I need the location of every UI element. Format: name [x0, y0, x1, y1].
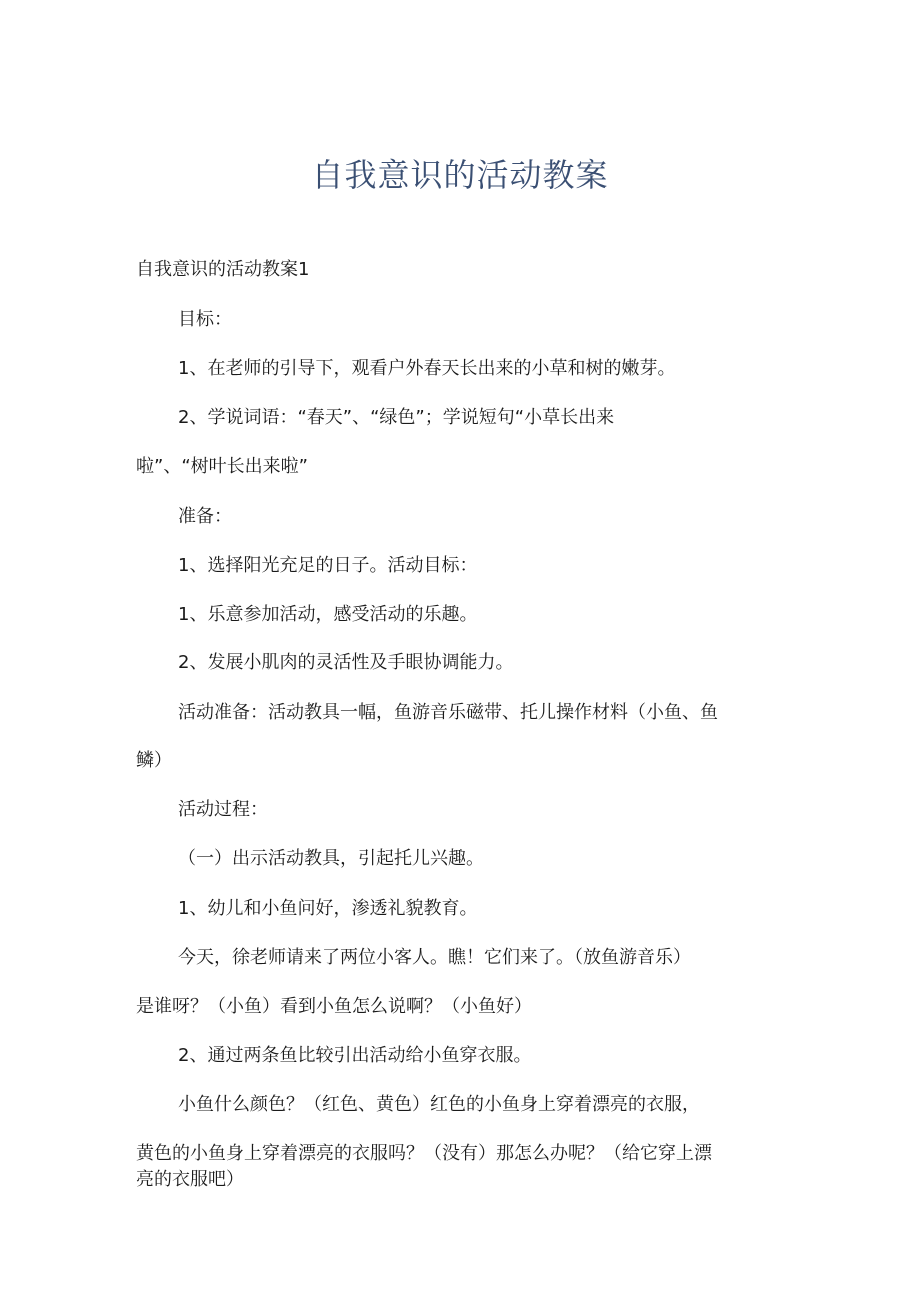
- paragraph-line: 1、乐意参加活动，感受活动的乐趣。: [178, 604, 478, 625]
- paragraph-line: 1、幼儿和小鱼问好，渗透礼貌教育。: [178, 898, 478, 919]
- paragraph-line: 啦”、“树叶长出来啦”: [136, 456, 308, 477]
- paragraph-line: 今天，徐老师请来了两位小客人。瞧！它们来了。（放鱼游音乐）: [178, 947, 691, 968]
- paragraph-line: 是谁呀？（小鱼）看到小鱼怎么说啊？（小鱼好）: [136, 996, 532, 1017]
- paragraph-line: 亮的衣服吧）: [136, 1169, 244, 1190]
- paragraph-line: 黄色的小鱼身上穿着漂亮的衣服吗？（没有）那怎么办呢？（给它穿上漂: [136, 1143, 712, 1164]
- section-heading: 自我意识的活动教案1: [136, 259, 310, 280]
- paragraph-line: 2、学说词语：“春天”、“绿色”；学说短句“小草长出来: [178, 407, 615, 428]
- paragraph-line: 2、通过两条鱼比较引出活动给小鱼穿衣服。: [178, 1045, 532, 1066]
- paragraph-line: 小鱼什么颜色？（红色、黄色）红色的小鱼身上穿着漂亮的衣服，: [178, 1094, 700, 1115]
- paragraph-line: （一）出示活动教具，引起托儿兴趣。: [178, 848, 484, 869]
- paragraph-line: 1、在老师的引导下，观看户外春天长出来的小草和树的嫩芽。: [178, 358, 676, 379]
- paragraph-line: 活动过程：: [178, 799, 268, 820]
- paragraph-line: 活动准备：活动教具一幅，鱼游音乐磁带、托儿操作材料（小鱼、鱼: [178, 702, 718, 723]
- paragraph-line: 2、发展小肌肉的灵活性及手眼协调能力。: [178, 652, 514, 673]
- paragraph-line: 目标：: [178, 309, 232, 330]
- document-title: 自我意识的活动教案: [311, 156, 609, 194]
- paragraph-line: 准备：: [178, 506, 232, 527]
- paragraph-line: 鳞）: [136, 750, 172, 771]
- paragraph-line: 1、选择阳光充足的日子。活动目标：: [178, 555, 478, 576]
